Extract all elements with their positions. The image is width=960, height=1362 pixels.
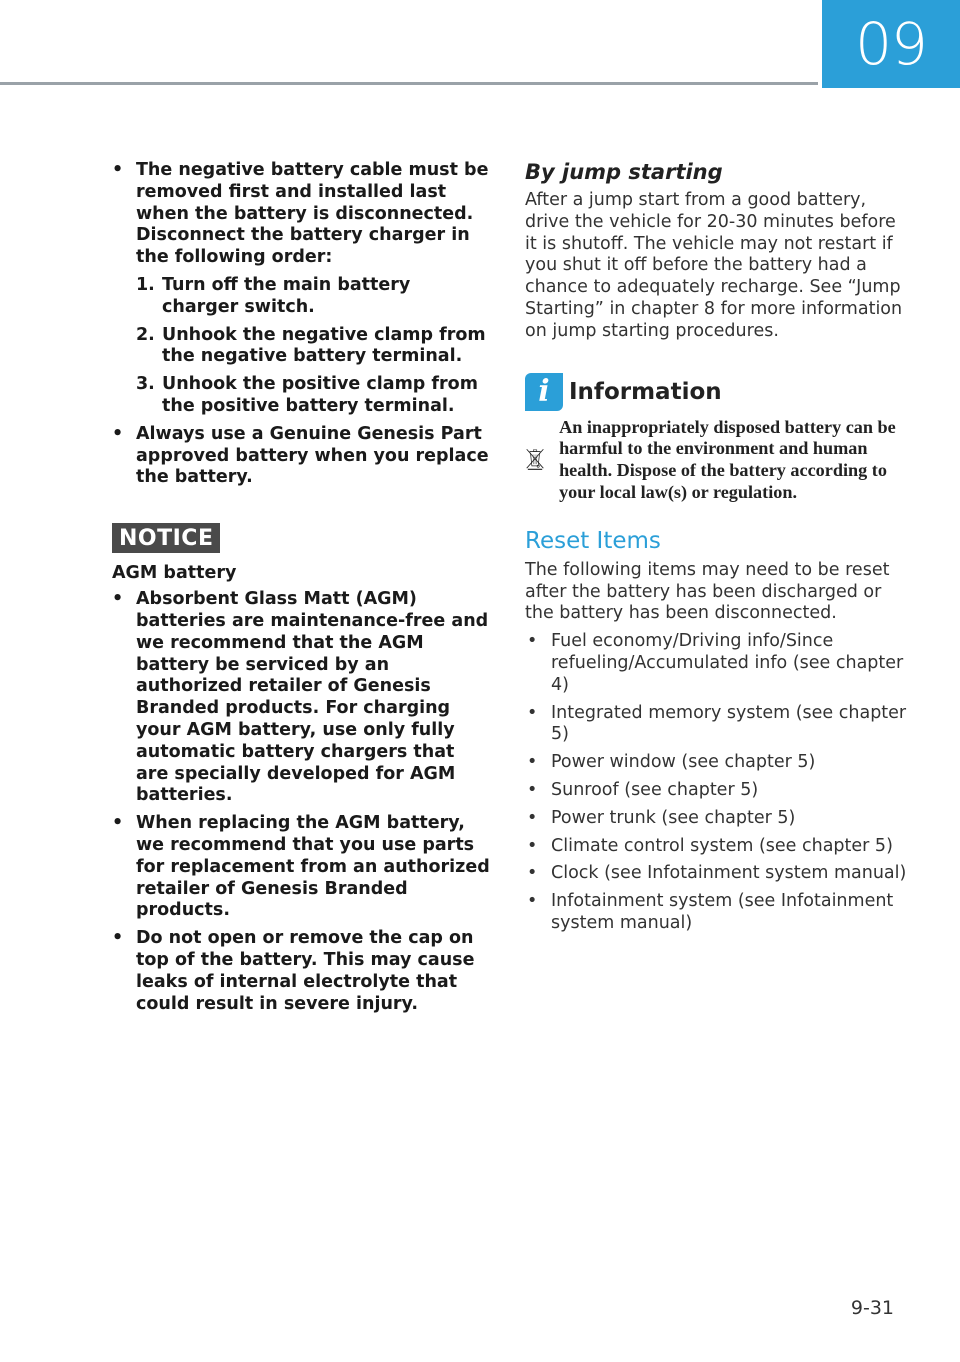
bullet-dot: • [527,631,538,652]
bullet-text: Integrated memory system (see chapter 5) [551,702,907,745]
list-item [525,631,910,696]
list-item [525,752,910,774]
step-number: 1. [136,274,155,295]
bullet-text: Always use a Genuine Genesis Part approved battery when you replace the battery. [136,423,489,488]
list-item [112,813,492,922]
paragraph: After a jump start from a good battery, drive the vehicle for 20-30 minutes before it is shutoff. The vehicle may not restart if you shut it off before the battery had a chance to adequately recharge. See “Jump Starting” in chapter 8 for more information on jump starting procedures. [525,190,903,341]
bullet-text: When replacing the AGM battery, we recommend that you use parts for replacement from an authorized retailer of Genesis Branded products. [136,813,490,921]
bullet-text: Sunroof (see chapter 5) [551,779,759,800]
step-text: Turn off the main battery charger switch. [162,274,411,317]
list-item [525,891,910,935]
bullet-dot: • [527,779,538,800]
bullet-text: Climate control system (see chapter 5) [551,835,893,856]
notice-label: NOTICE [112,523,220,553]
bullet-dot: • [112,589,124,610]
list-item [112,424,492,489]
bullet-dot: • [527,752,538,773]
bullet-dot: • [112,928,124,949]
bullet-text: Clock (see Infotainment system manual) [551,863,907,884]
chapter-tab: 09 [822,0,960,88]
step-number: 2. [136,324,155,345]
info-title: Information [569,378,722,405]
paragraph: The following items may need to be reset after the battery has been discharged or the battery has been disconnected. [525,559,890,624]
list-item [525,808,910,830]
bullet-dot: • [527,835,538,856]
step-text: Unhook the negative clamp from the negative battery terminal. [162,324,486,367]
bullet-dot: • [527,891,538,912]
bullet-text: Absorbent Glass Matt (AGM) batteries are maintenance-free and we recommend that the AGM battery be serviced by an authorized retailer of Genesis Branded products. For charging your AGM battery, use only fully automatic battery chargers that are specially developed for AGM batteries. [136,589,489,806]
info-body [525,417,910,504]
bullet-dot: • [112,160,124,180]
information-icon: i [525,373,563,411]
bullet-text: Fuel economy/Driving info/Since refueling/Accumulated info (see chapter 4) [551,631,904,695]
right-column [525,160,910,941]
bullet-dot: • [112,813,124,834]
bullet-text: Power trunk (see chapter 5) [551,807,796,828]
bullet-text: Infotainment system (see Infotainment system manual) [551,891,894,933]
bullet-dot: • [527,863,538,884]
header-rule [0,82,818,85]
bullet-dot: • [527,702,538,723]
bullet-text: Power window (see chapter 5) [551,752,816,773]
step-item [136,275,492,319]
step-text: Unhook the positive clamp from the positive battery terminal. [162,374,478,416]
info-header [525,373,910,411]
section-heading-reset: Reset Items [525,527,661,554]
info-text: An inappropriately disposed battery can be harmful to the environment and human health. Dispose of the battery according to your local law(s) or regulation. [559,416,896,502]
list-item [525,703,910,747]
list-item [112,928,492,1015]
list-item [525,780,910,802]
list-item [112,589,492,807]
step-item [136,325,492,369]
left-column [112,160,492,1021]
step-number: 3. [136,374,155,395]
bullet-dot: • [112,423,124,444]
page-number: 9-31 [850,1297,894,1319]
section-heading-jump: By jump starting [525,160,723,184]
bullet-text: The negative battery cable must be removed first and installed last when the battery is disconnected. Disconnect the battery charger in the following order: [136,160,489,268]
bullet-text: Do not open or remove the cap on top of the battery. This may cause leaks of internal electrolyte that could result in severe injury. [136,928,475,1014]
notice-title: AGM battery [112,563,237,584]
crossed-bin-icon [525,419,545,499]
list-item [525,863,910,885]
step-item [136,374,492,418]
list-item [112,160,492,269]
bullet-dot: • [527,807,538,828]
list-item [525,836,910,858]
